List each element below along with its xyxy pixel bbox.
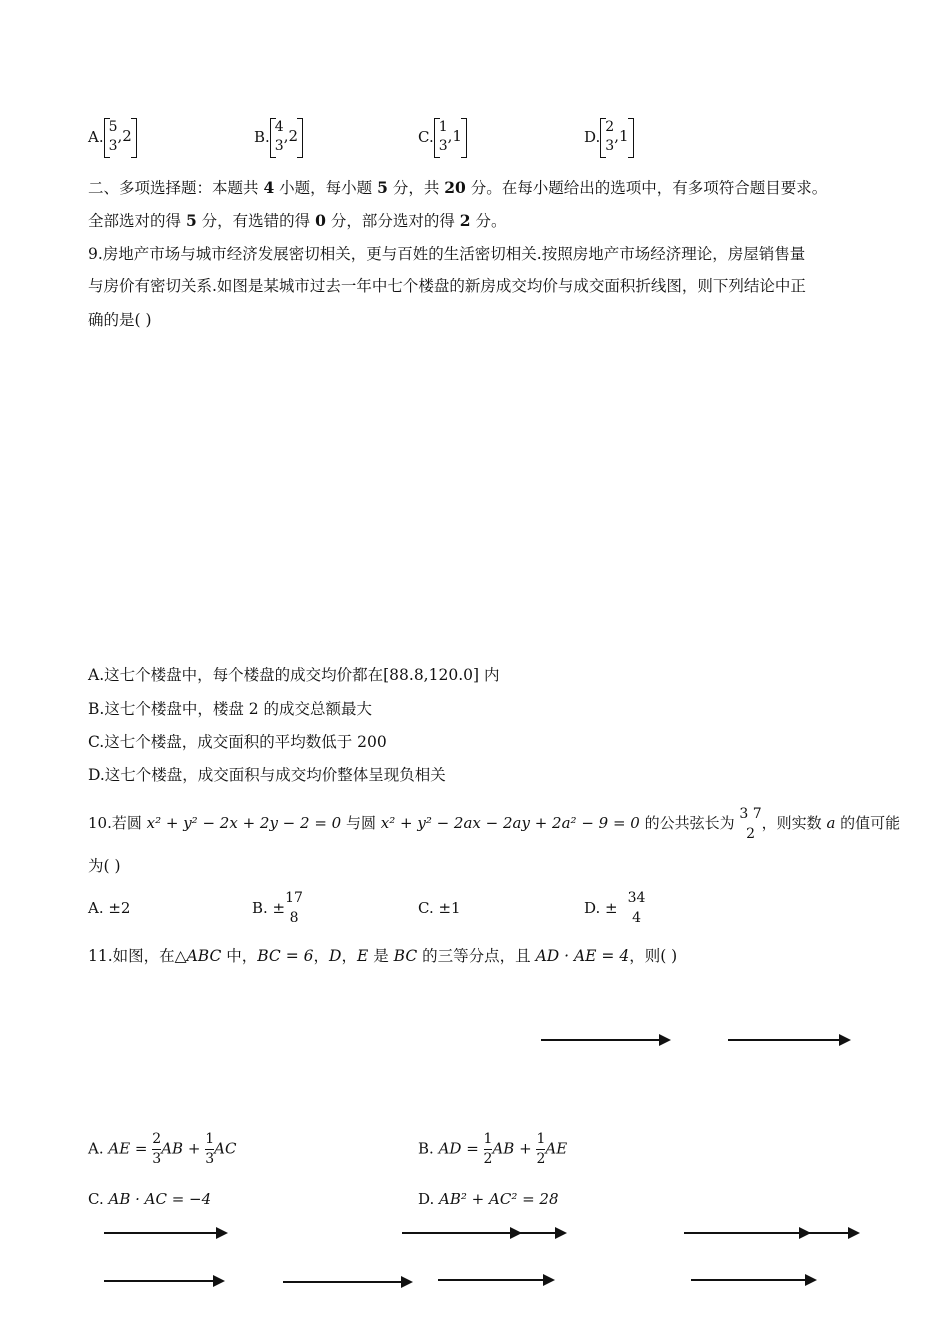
point-e: E xyxy=(356,947,369,965)
term: AC xyxy=(214,1139,237,1158)
denominator: 3 xyxy=(274,138,284,154)
denominator: 3 xyxy=(152,1151,162,1167)
text: 分，有选错的得 xyxy=(196,212,316,230)
numerator: 1 xyxy=(438,119,448,135)
option-label: B. xyxy=(254,128,270,146)
segment-bc: BC xyxy=(393,947,418,965)
text: 11.如图，在△ xyxy=(88,947,187,965)
fraction xyxy=(152,1130,161,1169)
bold-number: 20 xyxy=(444,178,466,197)
section2-line2 xyxy=(88,209,506,231)
text: 的值可能 xyxy=(835,814,901,832)
numerator: 1 xyxy=(205,1131,215,1147)
bold-number: 5 xyxy=(377,178,388,197)
fraction xyxy=(205,1130,214,1169)
circle-equation-1: x² + y² − 2x + 2y − 2 = 0 xyxy=(146,814,342,832)
numerator: 2 xyxy=(605,119,615,135)
triangle-name: ABC xyxy=(186,947,222,965)
vector-arrow xyxy=(438,1279,553,1281)
text: 是 xyxy=(368,947,394,965)
q11-option-a xyxy=(88,1130,236,1169)
text: ，则实数 xyxy=(761,814,827,832)
interval-tail: ,1 xyxy=(614,127,629,145)
q9-stem-line1: 9.房地产市场与城市经济发展密切相关，更与百姓的生活密切相关.按照房地产市场经济理论，房屋销售量 xyxy=(88,245,806,263)
interval-tail: ,1 xyxy=(447,127,462,145)
option-label: A. xyxy=(88,1139,109,1158)
vector-arrow xyxy=(438,1232,565,1234)
option-label: D. xyxy=(584,128,601,146)
q11-option-b xyxy=(418,1130,567,1169)
q9-option-d: D.这七个楼盘，成交面积与成交均价整体呈现负相关 xyxy=(88,766,446,784)
dot-product: AD · AE = 4 xyxy=(535,947,630,965)
text: 二、多项选择题：本题共 xyxy=(88,179,264,197)
text: 分。 xyxy=(470,212,507,230)
denominator: 3 xyxy=(108,138,118,154)
option-label: D. ± xyxy=(584,899,618,917)
denominator: 2 xyxy=(483,1151,493,1167)
text: 全部选对的得 xyxy=(88,212,186,230)
q10-option-b xyxy=(252,888,303,928)
text: ，则( ) xyxy=(629,947,678,965)
q9-stem-line3: 确的是( ) xyxy=(88,311,152,329)
numerator: 4 xyxy=(274,119,284,135)
interval-bracket xyxy=(270,118,303,158)
q8-option-d xyxy=(584,118,634,158)
vector-arrow xyxy=(740,1232,858,1234)
fraction xyxy=(109,118,118,156)
q9-option-c: C.这七个楼盘，成交面积的平均数低于 200 xyxy=(88,733,387,751)
value-bottom: 8 xyxy=(289,910,299,926)
option-label: D. xyxy=(418,1190,440,1208)
circle-equation-2: x² + y² − 2ax − 2ay + 2a² − 9 = 0 xyxy=(380,814,640,832)
option-label: A. xyxy=(88,128,104,146)
chord-length xyxy=(739,804,761,844)
numerator: 1 xyxy=(483,1131,493,1147)
fraction xyxy=(439,118,448,156)
option-label: C. xyxy=(88,1190,109,1208)
text: 10.若圆 xyxy=(88,814,147,832)
text: 的三等分点，且 xyxy=(417,947,536,965)
q11-option-d xyxy=(418,1190,559,1208)
bold-number: 0 xyxy=(315,211,326,230)
vector-arrow xyxy=(104,1280,223,1282)
value-top: 34 xyxy=(627,890,646,906)
interval-tail: ,2 xyxy=(117,127,132,145)
option-value xyxy=(628,888,646,928)
text: 分，部分选对的得 xyxy=(325,212,460,230)
q11-stem xyxy=(88,944,677,966)
point-d: D xyxy=(329,947,342,965)
bold-number: 5 xyxy=(185,211,197,230)
text: 分，共 xyxy=(387,179,445,197)
expression: AB · AC = −4 xyxy=(108,1190,212,1208)
numerator: 1 xyxy=(536,1131,546,1147)
text: 小题，每小题 xyxy=(274,179,378,197)
term: AB + xyxy=(492,1139,532,1158)
text: 的公共弦长为 xyxy=(639,814,740,832)
option-label: C. xyxy=(418,128,434,146)
vector-arrow xyxy=(283,1281,411,1283)
q10-option-d xyxy=(584,888,645,928)
variable: a xyxy=(826,814,836,832)
q10-option-c: C. ±1 xyxy=(418,899,461,917)
value-bottom: 4 xyxy=(632,910,641,926)
q10-option-a: A. ±2 xyxy=(88,899,131,917)
interval-bracket xyxy=(104,118,137,158)
option-label: B. xyxy=(418,1139,439,1158)
interval-bracket xyxy=(600,118,633,158)
q10-stem-line1 xyxy=(88,804,900,844)
fraction xyxy=(275,118,284,156)
text: ， xyxy=(341,947,357,965)
expression: AB² + AC² = 28 xyxy=(439,1190,559,1208)
text: ， xyxy=(313,947,330,965)
option-value xyxy=(285,888,303,928)
denominator: 3 xyxy=(205,1151,215,1167)
text: 与圆 xyxy=(341,814,381,832)
vector-arrow xyxy=(104,1232,226,1234)
bold-number: 2 xyxy=(459,211,471,230)
numerator: 5 xyxy=(108,119,118,135)
chord-top: 3 7 xyxy=(739,806,762,822)
q9-stem-line2: 与房价有密切关系.如图是某城市过去一年中七个楼盘的新房成交均价与成交面积折线图，则下列结论中正 xyxy=(88,277,806,295)
vector-arrow-ae xyxy=(728,1039,849,1041)
term: AB + xyxy=(161,1139,201,1158)
text: 中， xyxy=(221,947,258,965)
q11-option-c xyxy=(88,1190,211,1208)
interval-bracket xyxy=(434,118,467,158)
vector-arrow-ad xyxy=(541,1039,669,1041)
q8-option-b xyxy=(254,118,303,158)
q8-option-a xyxy=(88,118,137,158)
chord-bottom: 2 xyxy=(746,826,755,842)
lhs: AE = xyxy=(108,1139,148,1158)
q8-option-c xyxy=(418,118,467,158)
option-label: B. ± xyxy=(252,899,286,917)
vector-arrow xyxy=(691,1279,815,1281)
denominator: 3 xyxy=(438,138,448,154)
value-top: 17 xyxy=(285,890,303,906)
fraction xyxy=(605,118,614,156)
interval-tail: ,2 xyxy=(283,127,299,145)
denominator: 3 xyxy=(605,138,615,154)
lhs: AD = xyxy=(438,1139,479,1158)
section2-line1 xyxy=(88,176,827,198)
denominator: 2 xyxy=(536,1151,546,1167)
text: 分。在每小题给出的选项中，有多项符合题目要求。 xyxy=(465,179,828,197)
q9-option-b: B.这七个楼盘中，楼盘 2 的成交总额最大 xyxy=(88,700,373,718)
numerator: 2 xyxy=(152,1131,162,1147)
term: AE xyxy=(545,1139,568,1158)
bc-length: BC = 6 xyxy=(257,947,314,965)
q9-option-a: A.这七个楼盘中，每个楼盘的成交均价都在[88.8,120.0] 内 xyxy=(88,666,500,684)
bold-number: 4 xyxy=(263,178,275,197)
q10-stem-line2: 为( ) xyxy=(88,857,121,875)
